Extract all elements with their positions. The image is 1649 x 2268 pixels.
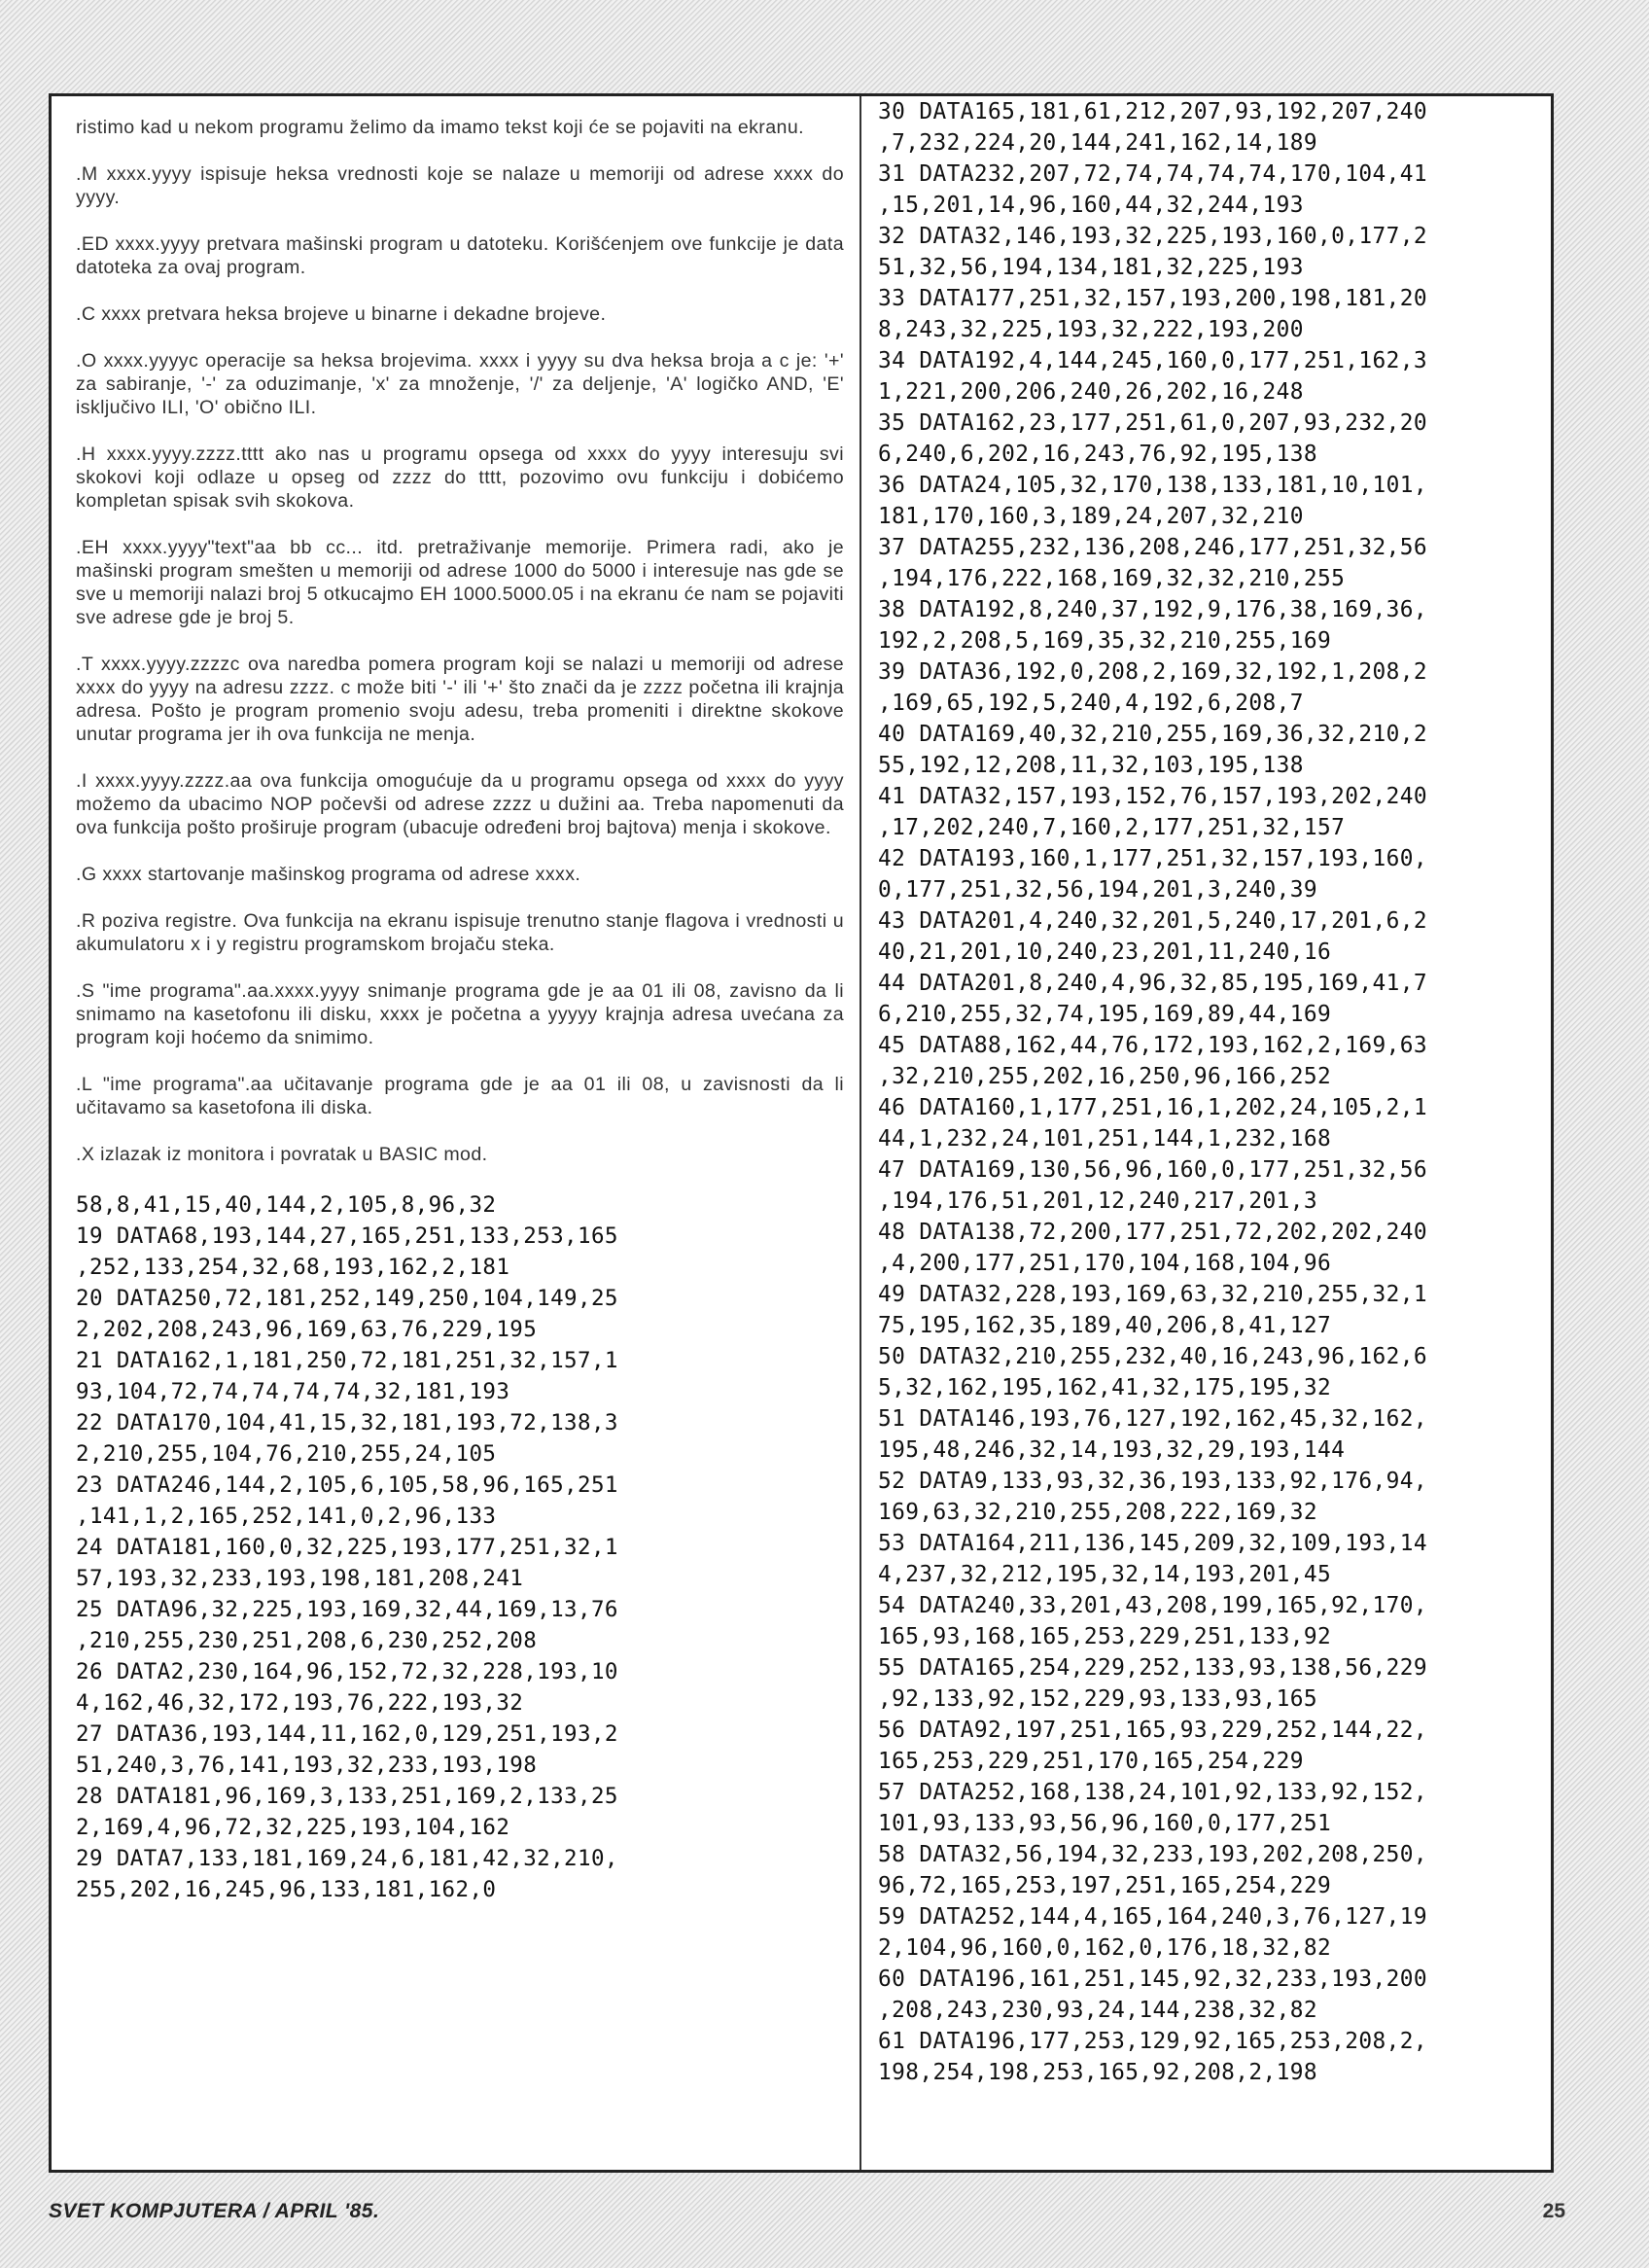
code-line: 33 DATA177,251,32,157,193,200,198,181,20 [878,286,1427,311]
code-line: 57 DATA252,168,138,24,101,92,133,92,152, [878,1780,1427,1805]
code-line: 25 DATA96,32,225,193,169,32,44,169,13,76 [76,1597,618,1622]
paragraph-t-command: .T xxxx.yyyy.zzzzc ova naredba pomera program koji se nalazi u memoriji od adrese xxxx do yyyy na adresu zzzz. c može biti '-' ili '+' što znači da je zzzz početna ili krajnja adresa. Pošto je program promenio svoju adesu, treba promeniti i direktne skokove unutar programa jer ih ova funkcija ne menja. [76,654,844,745]
code-line: 52 DATA9,133,93,32,36,193,133,92,176,94, [878,1469,1427,1494]
code-line: 43 DATA201,4,240,32,201,5,240,17,201,6,2 [878,908,1427,934]
code-line: 165,93,168,165,253,229,251,133,92 [878,1624,1332,1649]
page-frame [49,93,1554,2173]
paragraph-m-command: .M xxxx.yyyy ispisuje heksa vrednosti koje se nalaze u memoriji od adrese xxxx do yyyy. [76,163,844,208]
code-line: 58,8,41,15,40,144,2,105,8,96,32 [76,1192,497,1218]
code-line: 40,21,201,10,240,23,201,11,240,16 [878,939,1332,965]
code-line: 2,210,255,104,76,210,255,24,105 [76,1441,497,1467]
code-line: 192,2,208,5,169,35,32,210,255,169 [878,628,1332,654]
code-line: 96,72,165,253,197,251,165,254,229 [878,1873,1332,1898]
code-line: 4,162,46,32,172,193,76,222,193,32 [76,1690,524,1716]
code-line: 26 DATA2,230,164,96,152,72,32,228,193,10 [76,1659,618,1684]
code-line: 20 DATA250,72,181,252,149,250,104,149,25 [76,1286,618,1311]
code-line: 37 DATA255,232,136,208,246,177,251,32,56 [878,535,1427,560]
paragraph-ed-command: .ED xxxx.yyyy pretvara mašinski program u datoteku. Korišćenjem ove funkcije je data datoteka za ovaj program. [76,233,844,278]
code-line: 28 DATA181,96,169,3,133,251,169,2,133,25 [76,1784,618,1809]
code-line: 255,202,16,245,96,133,181,162,0 [76,1877,497,1902]
code-line: ,15,201,14,96,160,44,32,244,193 [878,193,1304,218]
code-line: 58 DATA32,56,194,32,233,193,202,208,250, [878,1842,1427,1867]
code-line: 51,32,56,194,134,181,32,225,193 [878,255,1304,280]
code-line: ,4,200,177,251,170,104,168,104,96 [878,1251,1332,1276]
code-line: 6,240,6,202,16,243,76,92,195,138 [878,442,1317,467]
code-line: 60 DATA196,161,251,145,92,32,233,193,200 [878,1967,1427,1992]
code-line: 47 DATA169,130,56,96,160,0,177,251,32,56 [878,1157,1427,1183]
code-line: ,7,232,224,20,144,241,162,14,189 [878,130,1317,156]
paragraph-h-command: .H xxxx.yyyy.zzzz.tttt ako nas u programu opsega od xxxx do yyyy interesuju svi skokovi koji odlaze u opseg od zzzz do tttt, pozovimo ovu funkciju i dobićemo kompletan spisak svih skokova. [76,443,844,512]
code-line: 2,202,208,243,96,169,63,76,229,195 [76,1317,538,1342]
code-line: 49 DATA32,228,193,169,63,32,210,255,32,1 [878,1282,1427,1307]
code-line: 2,104,96,160,0,162,0,176,18,32,82 [878,1935,1332,1961]
paragraph-c-command: .C xxxx pretvara heksa brojeve u binarne i dekadne brojeve. [76,303,607,325]
code-line: ,210,255,230,251,208,6,230,252,208 [76,1628,538,1653]
code-line: 35 DATA162,23,177,251,61,0,207,93,232,20 [878,410,1427,436]
code-line: 8,243,32,225,193,32,222,193,200 [878,317,1304,342]
code-line: 42 DATA193,160,1,177,251,32,157,193,160, [878,846,1427,871]
code-line: ,17,202,240,7,160,2,177,251,32,157 [878,815,1346,840]
code-line: 53 DATA164,211,136,145,209,32,109,193,14 [878,1531,1427,1556]
code-line: 29 DATA7,133,181,169,24,6,181,42,32,210, [76,1846,618,1871]
column-divider [860,96,861,2170]
code-line: 34 DATA192,4,144,245,160,0,177,251,162,3 [878,348,1427,373]
paragraph-intro: ristimo kad u nekom programu želimo da imamo tekst koji će se pojaviti na ekranu. [76,117,804,138]
code-line: 5,32,162,195,162,41,32,175,195,32 [878,1375,1332,1400]
monitor-command-text [76,116,844,1166]
code-line: 31 DATA232,207,72,74,74,74,74,170,104,41 [878,161,1427,187]
code-line: 44,1,232,24,101,251,144,1,232,168 [878,1126,1332,1152]
code-line: 181,170,160,3,189,24,207,32,210 [878,504,1304,529]
code-line: 55,192,12,208,11,32,103,195,138 [878,753,1304,778]
basic-listing-right [878,96,1551,2088]
code-line: 39 DATA36,192,0,208,2,169,32,192,1,208,2 [878,659,1427,685]
code-line: 57,193,32,233,193,198,181,208,241 [76,1566,524,1591]
code-line: ,92,133,92,152,229,93,133,93,165 [878,1686,1317,1712]
code-line: 4,237,32,212,195,32,14,193,201,45 [878,1562,1332,1587]
paragraph-l-command: .L "ime programa".aa učitavanje programa gde je aa 01 ili 08, u zavisnosti da li učitavamo sa kasetofona ili diska. [76,1074,844,1118]
code-line: 48 DATA138,72,200,177,251,72,202,202,240 [878,1220,1427,1245]
code-line: ,194,176,51,201,12,240,217,201,3 [878,1188,1317,1214]
code-line: 93,104,72,74,74,74,74,32,181,193 [76,1379,510,1404]
code-line: 54 DATA240,33,201,43,208,199,165,92,170, [878,1593,1427,1618]
code-line: ,208,243,230,93,24,144,238,32,82 [878,1998,1317,2023]
code-line: 61 DATA196,177,253,129,92,165,253,208,2, [878,2029,1427,2054]
paragraph-s-command: .S "ime programa".aa.xxxx.yyyy snimanje programa gde je aa 01 ili 08, zavisno da li snimamo na kasetofonu ili disku, xxxx je početna a yyyyy krajnja adresa uvećana za program koji hoćemo da snimimo. [76,980,844,1048]
code-line: 195,48,246,32,14,193,32,29,193,144 [878,1437,1346,1463]
page-number: 25 [1542,2200,1565,2222]
code-line: ,32,210,255,202,16,250,96,166,252 [878,1064,1332,1089]
code-line: ,141,1,2,165,252,141,0,2,96,133 [76,1504,497,1529]
code-line: 1,221,200,206,240,26,202,16,248 [878,379,1304,405]
code-line: 22 DATA170,104,41,15,32,181,193,72,138,3 [76,1410,618,1435]
code-line: 41 DATA32,157,193,152,76,157,193,202,240 [878,784,1427,809]
paragraph-r-command: .R poziva registre. Ova funkcija na ekranu ispisuje trenutno stanje flagova i vrednosti u akumulatoru x i y registru programskom brojaču steka. [76,910,844,955]
code-line: 30 DATA165,181,61,212,207,93,192,207,240 [878,99,1427,124]
basic-listing-left [76,1189,844,1905]
code-line: 45 DATA88,162,44,76,172,193,162,2,169,63 [878,1033,1427,1058]
code-line: 2,169,4,96,72,32,225,193,104,162 [76,1815,510,1840]
code-line: ,194,176,222,168,169,32,32,210,255 [878,566,1346,591]
code-line: 101,93,133,93,56,96,160,0,177,251 [878,1811,1332,1836]
code-line: 19 DATA68,193,144,27,165,251,133,253,165 [76,1223,618,1249]
code-line: 27 DATA36,193,144,11,162,0,129,251,193,2 [76,1721,618,1747]
code-line: 24 DATA181,160,0,32,225,193,177,251,32,1 [76,1535,618,1560]
code-line: 59 DATA252,144,4,165,164,240,3,76,127,19 [878,1904,1427,1930]
code-line: 21 DATA162,1,181,250,72,181,251,32,157,1 [76,1348,618,1373]
code-line: 38 DATA192,8,240,37,192,9,176,38,169,36, [878,597,1427,622]
paragraph-i-command: .I xxxx.yyyy.zzzz.aa ova funkcija omogućuje da u programu opsega od xxxx do yyyy možemo da ubacimo NOP počevši od adrese zzzz u dužini aa. Treba napomenuti da ova funkcija pošto proširuje program (ubacuje određeni broj bajtova) menja i skokove. [76,770,844,838]
code-line: 56 DATA92,197,251,165,93,229,252,144,22, [878,1718,1427,1743]
magazine-issue-label: SVET KOMPJUTERA / APRIL '85. [49,2200,380,2222]
code-line: ,169,65,192,5,240,4,192,6,208,7 [878,691,1304,716]
code-line: 169,63,32,210,255,208,222,169,32 [878,1500,1317,1525]
code-line: 0,177,251,32,56,194,201,3,240,39 [878,877,1317,903]
code-line: 6,210,255,32,74,195,169,89,44,169 [878,1002,1332,1027]
code-line: 51 DATA146,193,76,127,192,162,45,32,162, [878,1406,1427,1432]
code-line: 50 DATA32,210,255,232,40,16,243,96,162,6 [878,1344,1427,1369]
code-line: 46 DATA160,1,177,251,16,1,202,24,105,2,1 [878,1095,1427,1120]
code-line: 51,240,3,76,141,193,32,233,193,198 [76,1753,538,1778]
code-line: 75,195,162,35,189,40,206,8,41,127 [878,1313,1332,1338]
paragraph-g-command: .G xxxx startovanje mašinskog programa od adrese xxxx. [76,864,581,885]
code-line: 165,253,229,251,170,165,254,229 [878,1749,1304,1774]
left-column [76,116,844,1905]
page-footer [49,2200,1565,2233]
code-line: 40 DATA169,40,32,210,255,169,36,32,210,2 [878,722,1427,747]
paragraph-eh-command: .EH xxxx.yyyy"text"aa bb cc... itd. pretraživanje memorije. Primera radi, ako je mašinski program smešten u memoriji od adrese 1000 do 5000 i interesuje nas gde se sve u memoriji nalazi broj 5 otkucajmo EH 1000.5000.05 i na ekranu će nam se pojaviti sve adrese gde je broj 5. [76,537,844,628]
right-column [878,96,1551,2088]
paragraph-x-command: .X izlazak iz monitora i povratak u BASIC mod. [76,1144,488,1165]
code-line: 32 DATA32,146,193,32,225,193,160,0,177,2 [878,224,1427,249]
paragraph-o-command: .O xxxx.yyyyc operacije sa heksa brojevima. xxxx i yyyy su dva heksa broja a c je: '+' za sabiranje, '-' za oduzimanje, 'x' za množenje, '/' za deljenje, 'A' logičko AND, 'E' isključivo ILI, 'O' obično ILI. [76,350,844,418]
code-line: 36 DATA24,105,32,170,138,133,181,10,101, [878,473,1427,498]
code-line: 23 DATA246,144,2,105,6,105,58,96,165,251 [76,1472,618,1498]
code-line: ,252,133,254,32,68,193,162,2,181 [76,1255,510,1280]
code-line: 55 DATA165,254,229,252,133,93,138,56,229 [878,1655,1427,1681]
code-line: 198,254,198,253,165,92,208,2,198 [878,2060,1317,2085]
code-line: 44 DATA201,8,240,4,96,32,85,195,169,41,7 [878,971,1427,996]
